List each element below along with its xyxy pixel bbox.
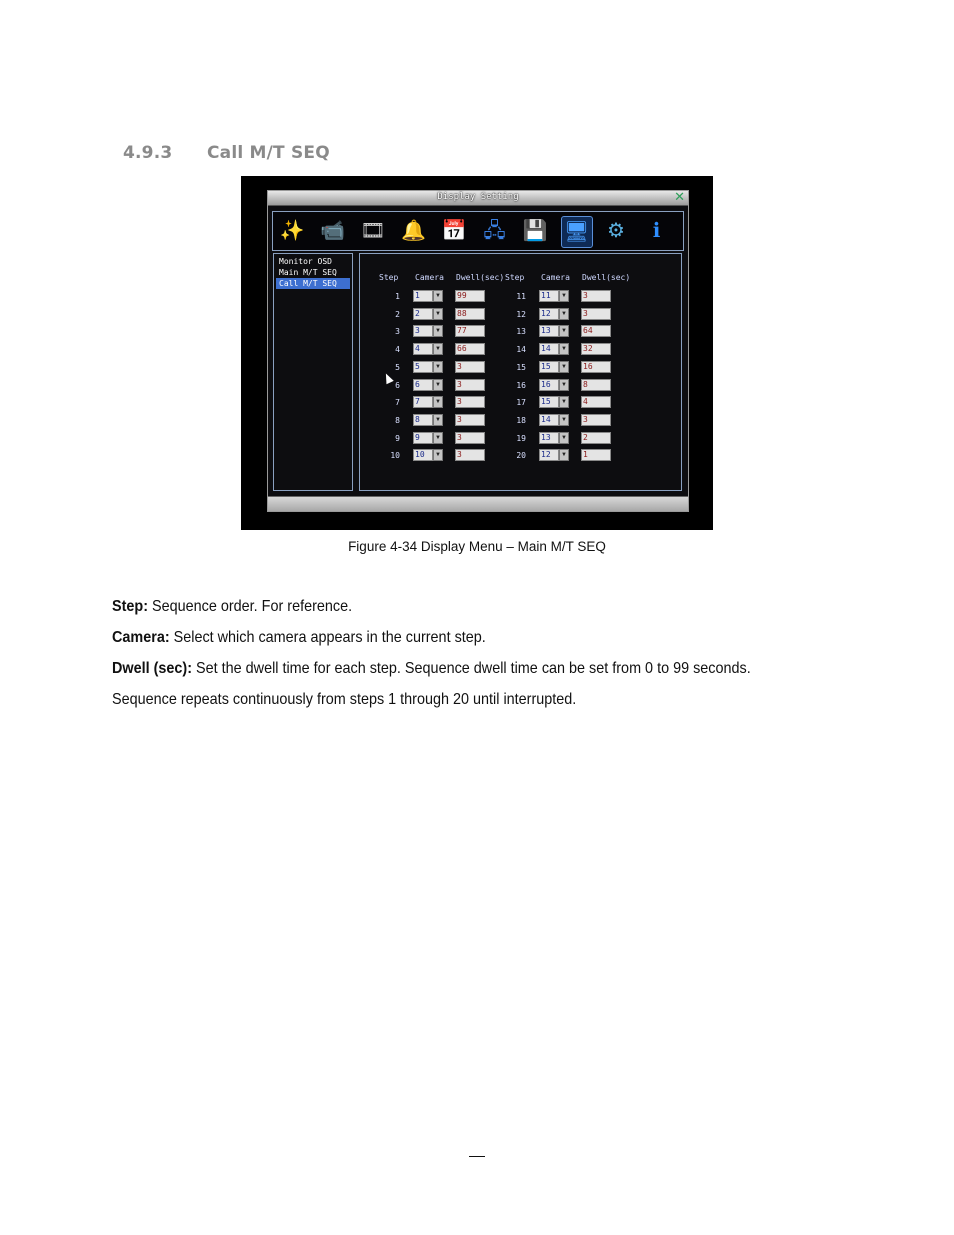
header-dwell-left: Dwell(sec): [456, 273, 505, 282]
camera-value: 12: [539, 308, 559, 320]
description-camera: [112, 629, 486, 647]
dwell-input[interactable]: 3: [455, 396, 485, 408]
dwell-input[interactable]: 16: [581, 361, 611, 373]
desc-dwell-text: Set the dwell time for each step. Sequence dwell time can be set from 0 to 99 seconds.: [192, 660, 751, 677]
table-row: [360, 361, 681, 375]
step-number: 7: [395, 398, 400, 408]
camera-value: 16: [539, 379, 559, 391]
table-row: [360, 308, 681, 322]
disk-icon[interactable]: 💾: [522, 220, 548, 242]
camera-value: 3: [413, 325, 433, 337]
submenu-item[interactable]: Call M/T SEQ: [276, 278, 350, 289]
camera-select[interactable]: [539, 343, 569, 355]
dwell-input[interactable]: 3: [455, 414, 485, 426]
display-setting-window: [267, 190, 689, 512]
camera-value: 13: [539, 325, 559, 337]
camera-value: 10: [413, 449, 433, 461]
dropdown-arrow-icon[interactable]: ▼: [433, 414, 443, 426]
dropdown-arrow-icon[interactable]: ▼: [433, 449, 443, 461]
dropdown-arrow-icon[interactable]: ▼: [559, 432, 569, 444]
step-number: 18: [516, 415, 526, 425]
dropdown-arrow-icon[interactable]: ▼: [433, 361, 443, 373]
dvr-screenshot: [241, 176, 713, 530]
dwell-input[interactable]: 3: [455, 361, 485, 373]
dropdown-arrow-icon[interactable]: ▼: [433, 379, 443, 391]
dwell-input[interactable]: 1: [581, 449, 611, 461]
dwell-input[interactable]: 99: [455, 290, 485, 302]
camera-icon[interactable]: 📹: [320, 220, 345, 242]
step-number: 19: [516, 433, 526, 443]
camera-select[interactable]: [539, 432, 569, 444]
step-number: 3: [395, 327, 400, 337]
camera-value: 9: [413, 432, 433, 444]
table-row: [360, 325, 681, 339]
dropdown-arrow-icon[interactable]: ▼: [433, 396, 443, 408]
table-row: [360, 290, 681, 304]
desc-repeat-text: Sequence repeats continuously from steps 1 through 20 until interrupted.: [112, 691, 577, 708]
dwell-input[interactable]: 2: [581, 432, 611, 444]
dwell-input[interactable]: 3: [455, 449, 485, 461]
step-number: 6: [395, 380, 400, 390]
camera-value: 7: [413, 396, 433, 408]
dwell-input[interactable]: 3: [581, 308, 611, 320]
step-number: 1: [395, 292, 400, 301]
table-row: [360, 414, 681, 428]
network-icon[interactable]: 🖧: [483, 220, 506, 242]
dwell-input[interactable]: 8: [581, 379, 611, 391]
info-icon[interactable]: ℹ: [652, 220, 661, 242]
dropdown-arrow-icon[interactable]: ▼: [559, 308, 569, 320]
dwell-input[interactable]: 64: [581, 325, 611, 337]
monitor-icon[interactable]: 🖥: [561, 216, 593, 248]
sequence-table: [359, 253, 682, 491]
header-dwell-right: Dwell(sec): [582, 273, 631, 282]
dropdown-arrow-icon[interactable]: ▼: [559, 325, 569, 337]
camera-select[interactable]: [539, 379, 569, 391]
header-step-left: Step: [379, 273, 399, 282]
camera-value: 14: [539, 343, 559, 355]
table-row: [360, 379, 681, 393]
alarm-bell-icon[interactable]: 🔔: [401, 220, 426, 242]
camera-select[interactable]: [539, 325, 569, 337]
table-row: [360, 343, 681, 357]
submenu-list: [273, 253, 353, 491]
submenu-item[interactable]: Monitor OSD: [279, 257, 332, 266]
description-repeat: [112, 691, 576, 709]
wizard-wand-icon[interactable]: ✨: [279, 220, 305, 242]
dropdown-arrow-icon[interactable]: ▼: [433, 290, 443, 302]
dwell-input[interactable]: 32: [581, 343, 611, 355]
step-number: 16: [516, 380, 526, 390]
table-row: [360, 449, 681, 463]
step-number: 14: [516, 345, 526, 355]
camera-value: 13: [539, 432, 559, 444]
submenu-item[interactable]: Main M/T SEQ: [279, 268, 337, 277]
camera-value: 5: [413, 361, 433, 373]
term-step: Step:: [112, 598, 148, 615]
camera-select[interactable]: [539, 308, 569, 320]
camera-value: 14: [539, 414, 559, 426]
step-number: 17: [516, 398, 526, 408]
step-number: 8: [395, 415, 400, 425]
camera-select[interactable]: [539, 449, 569, 461]
section-heading: [123, 143, 330, 163]
film-reel-icon[interactable]: 🎞: [360, 220, 386, 242]
dwell-input[interactable]: 77: [455, 325, 485, 337]
camera-value: 1: [413, 290, 433, 302]
camera-select[interactable]: [539, 361, 569, 373]
schedule-icon[interactable]: 📅: [441, 220, 467, 242]
step-number: 10: [390, 451, 400, 461]
camera-select[interactable]: [539, 396, 569, 408]
step-number: 15: [516, 362, 526, 372]
dropdown-arrow-icon[interactable]: ▼: [559, 396, 569, 408]
dwell-input[interactable]: 66: [455, 343, 485, 355]
step-number: 13: [516, 327, 526, 337]
camera-select[interactable]: [539, 290, 569, 302]
camera-value: 6: [413, 379, 433, 391]
dwell-input[interactable]: 3: [581, 290, 611, 302]
step-number: 11: [516, 292, 526, 301]
camera-value: 8: [413, 414, 433, 426]
term-camera: Camera:: [112, 629, 170, 646]
dwell-input[interactable]: 4: [581, 396, 611, 408]
dropdown-arrow-icon[interactable]: ▼: [559, 379, 569, 391]
camera-value: 15: [539, 361, 559, 373]
dwell-input[interactable]: 3: [581, 414, 611, 426]
camera-select[interactable]: [539, 414, 569, 426]
window-titlebar: [268, 191, 688, 206]
description-step: [112, 598, 352, 616]
step-number: 9: [395, 433, 400, 443]
figure-caption: Figure 4-34 Display Menu – Main M/T SEQ: [348, 539, 606, 554]
step-number: 5: [395, 362, 400, 372]
section-title: Call M/T SEQ: [207, 143, 330, 163]
dropdown-arrow-icon[interactable]: ▼: [559, 343, 569, 355]
dropdown-arrow-icon[interactable]: ▼: [433, 343, 443, 355]
camera-value: 12: [539, 449, 559, 461]
step-number: 12: [516, 309, 526, 319]
status-bar: [268, 496, 688, 511]
dwell-input[interactable]: 3: [455, 379, 485, 391]
menu-icon-toolbar: [272, 211, 684, 251]
header-camera-left: Camera: [415, 273, 444, 282]
dropdown-arrow-icon[interactable]: ▼: [433, 308, 443, 320]
dropdown-arrow-icon[interactable]: ▼: [559, 414, 569, 426]
dropdown-arrow-icon[interactable]: ▼: [433, 432, 443, 444]
term-dwell: Dwell (sec):: [112, 660, 193, 677]
close-icon[interactable]: ✕: [674, 190, 685, 205]
desc-camera-text: Select which camera appears in the current step.: [169, 629, 486, 646]
description-dwell: [112, 660, 751, 678]
section-number: 4.9.3: [123, 143, 173, 163]
camera-value: 15: [539, 396, 559, 408]
camera-value: 4: [413, 343, 433, 355]
dropdown-arrow-icon[interactable]: ▼: [559, 361, 569, 373]
camera-value: 11: [539, 290, 559, 302]
table-row: [360, 396, 681, 410]
header-step-right: Step: [505, 273, 525, 282]
dwell-input[interactable]: 88: [455, 308, 485, 320]
step-number: 20: [516, 451, 526, 461]
window-title: Display Setting: [437, 192, 519, 202]
table-row: [360, 432, 681, 446]
dropdown-arrow-icon[interactable]: ▼: [433, 325, 443, 337]
dropdown-arrow-icon[interactable]: ▼: [559, 449, 569, 461]
settings-gears-icon[interactable]: ⚙: [607, 220, 625, 242]
step-number: 4: [395, 345, 400, 355]
dropdown-arrow-icon[interactable]: ▼: [559, 290, 569, 302]
desc-step-text: Sequence order. For reference.: [148, 598, 353, 615]
footer-rule: [469, 1156, 485, 1157]
header-camera-right: Camera: [541, 273, 570, 282]
dwell-input[interactable]: 3: [455, 432, 485, 444]
camera-value: 2: [413, 308, 433, 320]
step-number: 2: [395, 309, 400, 319]
